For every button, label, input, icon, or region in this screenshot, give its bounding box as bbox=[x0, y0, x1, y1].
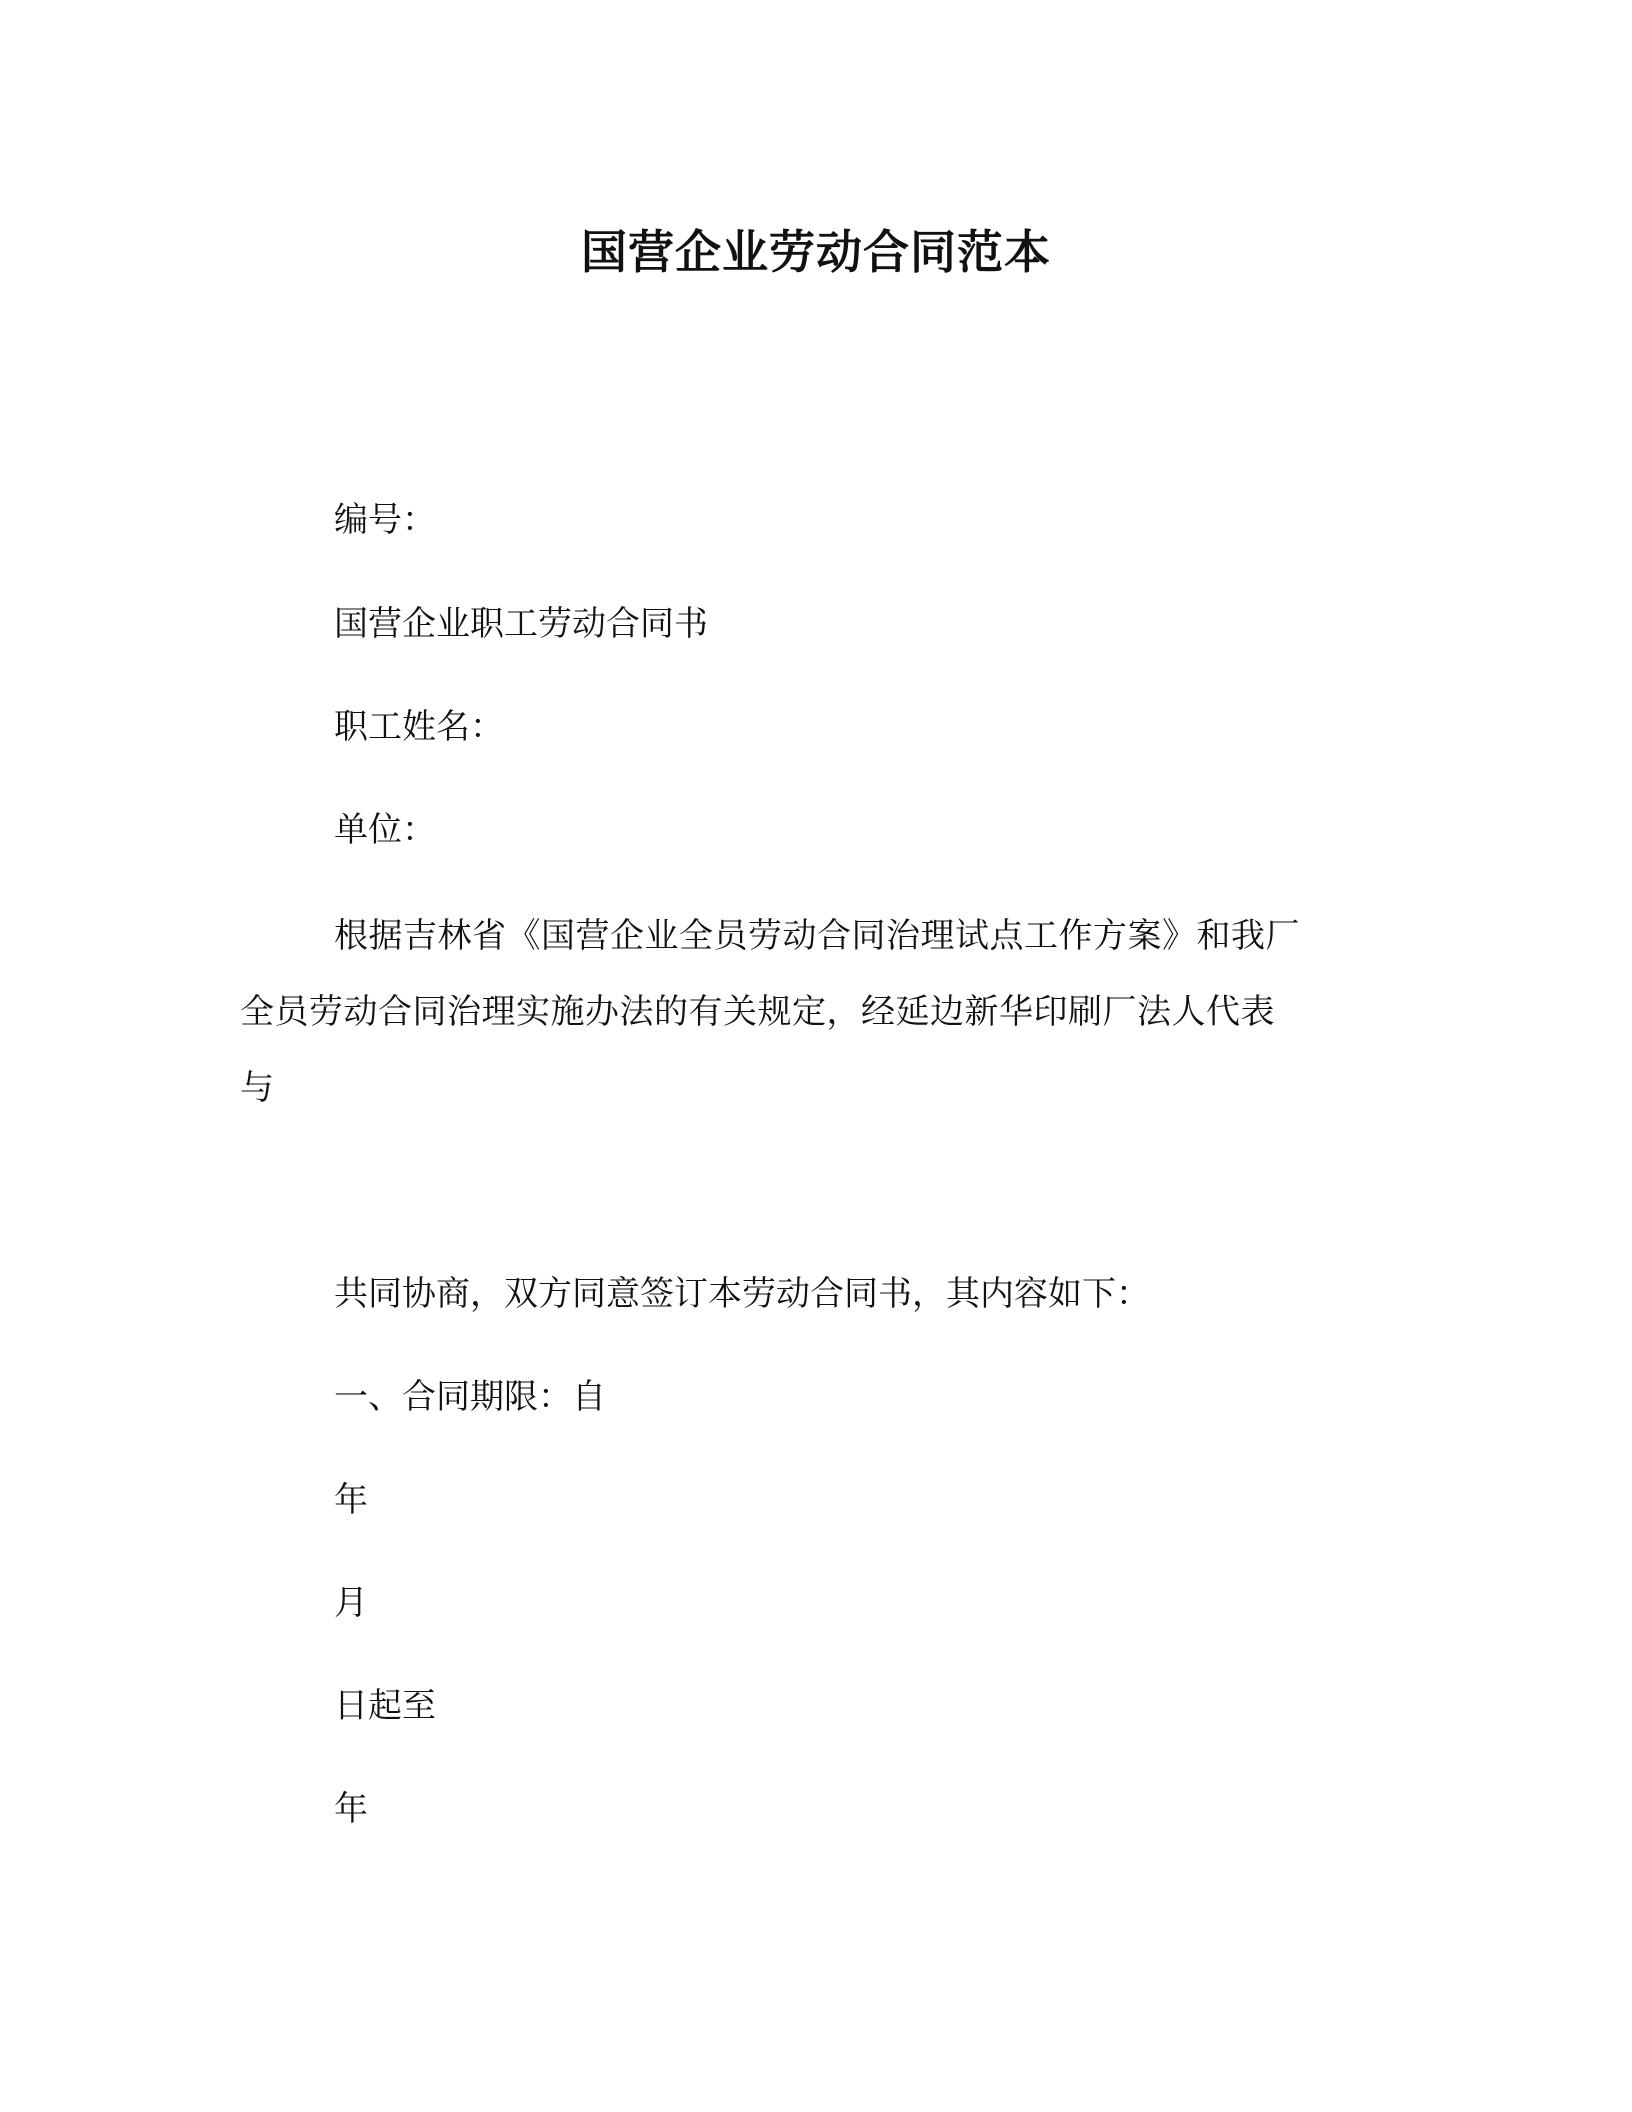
employee-name-label: 职工姓名： bbox=[334, 707, 504, 747]
unit-label: 单位： bbox=[334, 810, 436, 850]
contract-book-heading: 国营企业职工劳动合同书 bbox=[334, 604, 708, 644]
month-label: 月 bbox=[334, 1583, 368, 1623]
contract-term-clause: 一、合同期限：自 bbox=[334, 1377, 606, 1417]
year-label-2: 年 bbox=[334, 1789, 368, 1829]
intro-paragraph-line-1: 根据吉林省《国营企业全员劳动合同治理试点工作方案》和我厂 bbox=[334, 916, 1300, 956]
day-from-to-label: 日起至 bbox=[334, 1686, 436, 1726]
contract-number-label: 编号： bbox=[334, 500, 436, 540]
intro-paragraph-line-2: 全员劳动合同治理实施办法的有关规定，经延边新华印刷厂法人代表 bbox=[240, 992, 1275, 1032]
negotiation-statement: 共同协商，双方同意签订本劳动合同书，其内容如下： bbox=[334, 1274, 1150, 1314]
year-label-1: 年 bbox=[334, 1480, 368, 1520]
intro-paragraph-line-3: 与 bbox=[240, 1068, 275, 1108]
document-title: 国营企业劳动合同范本 bbox=[581, 225, 1051, 279]
intro-paragraph bbox=[240, 898, 1390, 1126]
